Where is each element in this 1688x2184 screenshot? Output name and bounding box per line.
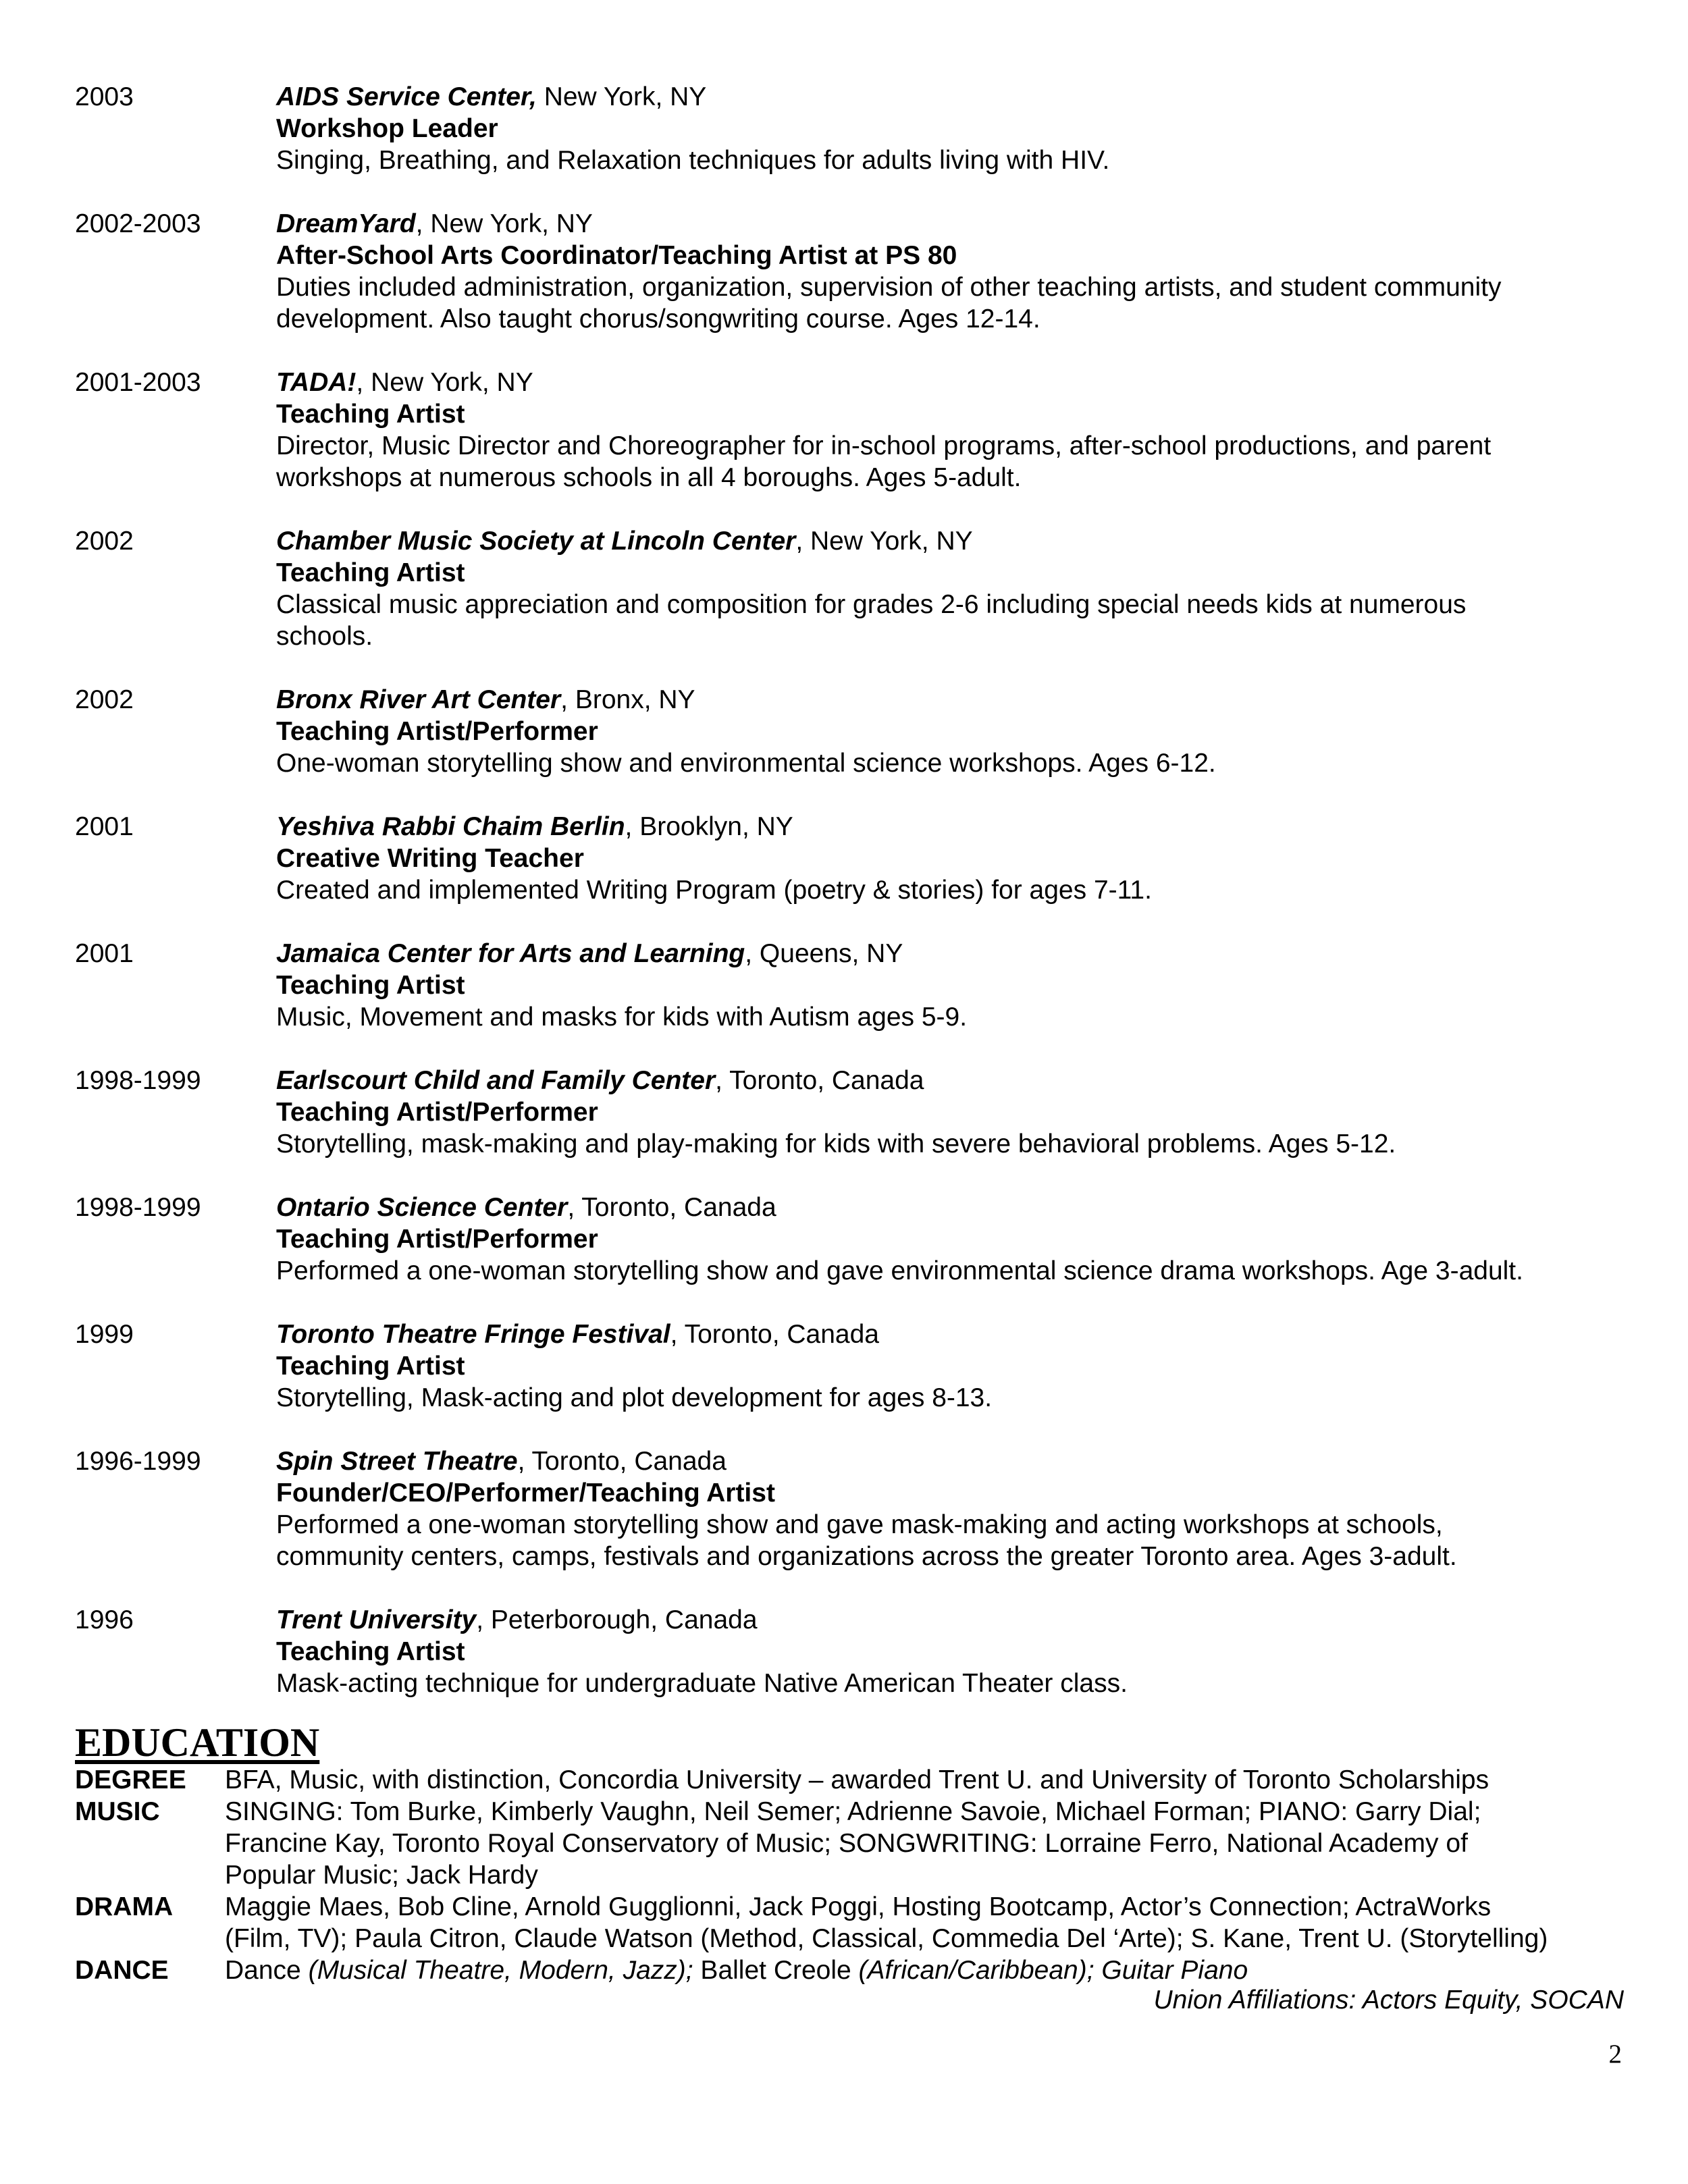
entry-description-line: community centers, camps, festivals and organizations across the greater Toronto area. Ages 3-adult.: [276, 1542, 1457, 1571]
entry-year: 1996-1999: [75, 1447, 201, 1476]
education-heading: EDUCATION: [75, 1720, 320, 1765]
entry-body: [276, 1319, 1628, 1414]
entry-year: 2001: [75, 939, 134, 968]
dance-text-segment: (African/Caribbean); Guitar Piano: [858, 1956, 1248, 1985]
entry-org-line: [276, 208, 1628, 240]
entry-role: Teaching Artist/Performer: [276, 1225, 598, 1254]
entry-description-line: development. Also taught chorus/songwriting course. Ages 12-14.: [276, 304, 1040, 334]
experience-entry: [75, 81, 1628, 176]
entry-location: , Toronto, Canada: [715, 1066, 924, 1095]
entry-year: 2003: [75, 82, 134, 111]
education-text-line: Francine Kay, Toronto Royal Conservatory of Music; SONGWRITING: Lorraine Ferro, National Academy of: [225, 1829, 1468, 1858]
education-row-dance: [75, 1954, 1628, 1986]
experience-entry: [75, 525, 1628, 652]
entry-organization: Yeshiva Rabbi Chaim Berlin: [276, 812, 625, 841]
entry-organization: DreamYard: [276, 209, 416, 238]
entry-org-line: [276, 1065, 1628, 1096]
entry-org-line: [276, 1445, 1628, 1477]
entry-organization: Earlscourt Child and Family Center: [276, 1066, 716, 1095]
education-text-line: Popular Music; Jack Hardy: [225, 1861, 538, 1890]
dance-text-segment: Dance: [225, 1956, 309, 1985]
education-row: [75, 1796, 1628, 1891]
entry-location: , Queens, NY: [745, 939, 903, 968]
dance-text-segment: Ballet Creole: [693, 1956, 859, 1985]
entry-organization: Bronx River Art Center: [276, 685, 561, 714]
entry-org-line: [276, 1604, 1628, 1636]
education-section: [75, 1764, 1628, 1986]
entry-role: Teaching Artist: [276, 1637, 465, 1666]
education-text-line: Maggie Maes, Bob Cline, Arnold Gugglionni, Jack Poggi, Hosting Bootcamp, Actor’s Connection; ActraWorks: [225, 1892, 1492, 1921]
entry-description-line: Singing, Breathing, and Relaxation techniques for adults living with HIV.: [276, 146, 1110, 175]
entry-role: Teaching Artist/Performer: [276, 1098, 598, 1127]
entry-organization: Jamaica Center for Arts and Learning: [276, 939, 745, 968]
entry-location: New York, NY: [536, 82, 707, 111]
entry-year: 2002-2003: [75, 209, 201, 238]
education-text-line: SINGING: Tom Burke, Kimberly Vaughn, Neil Semer; Adrienne Savoie, Michael Forman; PIANO: Garry Dial;: [225, 1797, 1481, 1826]
experience-entry: [75, 1604, 1628, 1699]
page-number: 2: [1608, 2040, 1622, 2069]
entry-description-line: Mask-acting technique for undergraduate Native American Theater class.: [276, 1669, 1128, 1698]
entry-body: [276, 1445, 1628, 1572]
entry-organization: Chamber Music Society at Lincoln Center: [276, 527, 796, 556]
entry-org-line: [276, 938, 1628, 969]
entry-body: [276, 811, 1628, 906]
experience-entry: [75, 208, 1628, 335]
education-row: [75, 1764, 1628, 1796]
entry-location: , Toronto, Canada: [670, 1320, 879, 1349]
entry-year: 2001: [75, 812, 134, 841]
entry-description-line: Music, Movement and masks for kids with Autism ages 5-9.: [276, 1003, 968, 1032]
entry-description-line: Storytelling, mask-making and play-making for kids with severe behavioral problems. Ages 5-12.: [276, 1129, 1396, 1158]
entry-body: [276, 525, 1628, 652]
experience-entry: [75, 1319, 1628, 1414]
entry-description-line: Performed a one-woman storytelling show and gave environmental science drama workshops. Age 3-adult.: [276, 1256, 1523, 1285]
entry-body: [276, 367, 1628, 494]
experience-list: [75, 81, 1628, 1731]
education-label: DANCE: [75, 1956, 169, 1985]
entry-description-line: Duties included administration, organization, supervision of other teaching artists, and student community: [276, 273, 1502, 302]
experience-entry: [75, 367, 1628, 494]
experience-entry: [75, 684, 1628, 779]
entry-role: Founder/CEO/Performer/Teaching Artist: [276, 1479, 775, 1508]
education-label: MUSIC: [75, 1797, 160, 1826]
entry-location: , Peterborough, Canada: [476, 1605, 758, 1634]
entry-body: [276, 1604, 1628, 1699]
entry-org-line: [276, 811, 1628, 843]
experience-entry: [75, 938, 1628, 1033]
entry-description-line: workshops at numerous schools in all 4 boroughs. Ages 5-adult.: [276, 463, 1022, 492]
entry-year: 1999: [75, 1320, 134, 1349]
entry-organization: Toronto Theatre Fringe Festival: [276, 1320, 670, 1349]
entry-organization: Trent University: [276, 1605, 477, 1634]
entry-description-line: Created and implemented Writing Program (poetry & stories) for ages 7-11.: [276, 876, 1152, 905]
entry-description-line: schools.: [276, 622, 373, 651]
education-row: [75, 1891, 1628, 1954]
entry-org-line: [276, 81, 1628, 113]
entry-role: Teaching Artist: [276, 1352, 465, 1381]
entry-organization: Ontario Science Center: [276, 1193, 568, 1222]
entry-year: 2002: [75, 685, 134, 714]
entry-location: , New York, NY: [356, 368, 533, 397]
entry-location: , Toronto, Canada: [517, 1447, 727, 1476]
education-text: [225, 1954, 1628, 1986]
entry-year: 1996: [75, 1605, 134, 1634]
entry-role: Teaching Artist: [276, 400, 465, 429]
entry-body: [276, 1192, 1628, 1287]
education-text: [225, 1891, 1628, 1954]
entry-location: , New York, NY: [415, 209, 593, 238]
experience-entry: [75, 1192, 1628, 1287]
entry-description-line: Director, Music Director and Choreographer for in-school programs, after-school productions, and parent: [276, 431, 1492, 460]
entry-location: , New York, NY: [795, 527, 973, 556]
entry-year: 2001-2003: [75, 368, 201, 397]
education-label: DEGREE: [75, 1765, 186, 1794]
entry-org-line: [276, 1192, 1628, 1223]
entry-org-line: [276, 684, 1628, 716]
union-affiliations: Union Affiliations: Actors Equity, SOCAN: [1153, 1986, 1624, 2015]
entry-body: [276, 684, 1628, 779]
education-text-line: (Film, TV); Paula Citron, Claude Watson (Method, Classical, Commedia Del ‘Arte); S. Kane, Trent U. (Storytelling): [225, 1924, 1548, 1953]
entry-org-line: [276, 525, 1628, 557]
entry-description-line: One-woman storytelling show and environmental science workshops. Ages 6-12.: [276, 749, 1216, 778]
entry-organization: AIDS Service Center,: [276, 82, 537, 111]
entry-organization: TADA!: [276, 368, 357, 397]
entry-description-line: Classical music appreciation and composition for grades 2-6 including special needs kids at numerous: [276, 590, 1467, 619]
dance-text-segment: (Musical Theatre, Modern, Jazz);: [308, 1956, 693, 1985]
entry-year: 1998-1999: [75, 1193, 201, 1222]
entry-body: [276, 1065, 1628, 1160]
entry-description-line: Storytelling, Mask-acting and plot development for ages 8-13.: [276, 1383, 993, 1412]
education-text: [225, 1796, 1628, 1891]
entry-body: [276, 81, 1628, 176]
entry-location: , Brooklyn, NY: [625, 812, 793, 841]
experience-entry: [75, 1065, 1628, 1160]
education-label: DRAMA: [75, 1892, 174, 1921]
entry-role: Teaching Artist: [276, 558, 465, 587]
entry-body: [276, 208, 1628, 335]
entry-org-line: [276, 367, 1628, 398]
entry-body: [276, 938, 1628, 1033]
entry-location: , Toronto, Canada: [567, 1193, 776, 1222]
entry-org-line: [276, 1319, 1628, 1350]
entry-role: After-School Arts Coordinator/Teaching Artist at PS 80: [276, 241, 957, 270]
education-text-line: BFA, Music, with distinction, Concordia University – awarded Trent U. and University of Toronto Scholarships: [225, 1765, 1489, 1794]
entry-year: 1998-1999: [75, 1066, 201, 1095]
entry-location: , Bronx, NY: [560, 685, 695, 714]
entry-description-line: Performed a one-woman storytelling show and gave mask-making and acting workshops at schools,: [276, 1510, 1443, 1539]
entry-role: Teaching Artist/Performer: [276, 717, 598, 746]
experience-entry: [75, 1445, 1628, 1572]
experience-entry: [75, 811, 1628, 906]
entry-organization: Spin Street Theatre: [276, 1447, 518, 1476]
education-text: [225, 1764, 1628, 1796]
entry-role: Creative Writing Teacher: [276, 844, 584, 873]
entry-role: Teaching Artist: [276, 971, 465, 1000]
entry-year: 2002: [75, 527, 134, 556]
entry-role: Workshop Leader: [276, 114, 498, 143]
